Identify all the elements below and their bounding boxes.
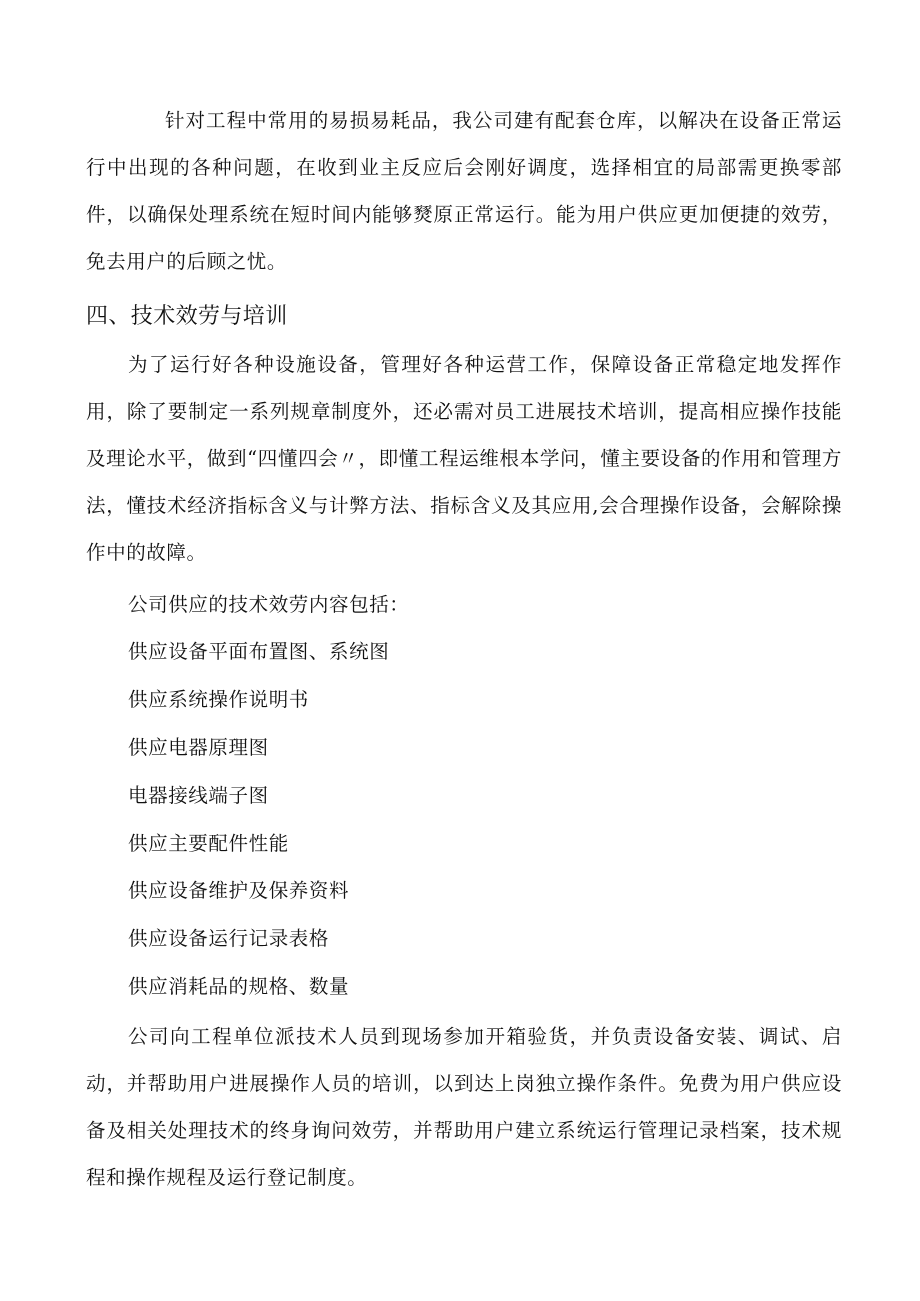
section-heading: 四、技术效劳与培训 bbox=[86, 304, 288, 329]
list-item: 供应设备平面布置图、系统图 bbox=[128, 640, 390, 663]
list-item: 供应设备运行记录表格 bbox=[128, 927, 330, 950]
list-item: 供应系统操作说明书 bbox=[128, 688, 309, 711]
paragraph-onsite-service: 公司向工程单位派技术人员到现场参加开箱验货，并负责设备安装、调试、启动，并帮助用户进展操作人员的培训，以到达上岗独立操作条件。免费为用户供应设备及相关处理技术的终身询问效劳，并帮助用户建立系统运行管理记录档案，技术规程和操作规程及运行登记制度。 bbox=[86, 1025, 842, 1189]
list-item: 供应电器原理图 bbox=[128, 736, 269, 759]
paragraph-spare-parts: 针对工程中常用的易损易耗品，我公司建有配套仓库，以解决在设备正常运行中出现的各种问题，在收到业主反应后会刚好调度，选择相宜的局部需更换零部件，以确保处理系统在短时间内能够燹原正常运行。能为用户供应更加便捷的效劳，免去用户的后顾之忧。 bbox=[86, 109, 842, 273]
list-item: 电器接线端子图 bbox=[128, 784, 269, 807]
paragraph-technical-training: 为了运行好各种设施设备，管理好各种运营工作，保障设备正常稳定地发挥作用，除了要制定一系列规章制度外，还必需对员工进展技术培训，提高相应操作技能及理论水平，做到“四懂四会〃，即懂工程运维根本学问，懂主要设备的作用和管理方法，懂技术经济指标含义与计弊方法、指标含义及其应用,会合理操作设备，会解除操作中的故障。 bbox=[86, 353, 842, 564]
list-intro: 公司供应的技术效劳内容包括： bbox=[128, 593, 410, 616]
list-item: 供应主要配件性能 bbox=[128, 832, 289, 855]
list-item: 供应设备维护及保养资料 bbox=[128, 879, 350, 902]
list-item: 供应消耗品的规格、数量 bbox=[128, 975, 350, 998]
